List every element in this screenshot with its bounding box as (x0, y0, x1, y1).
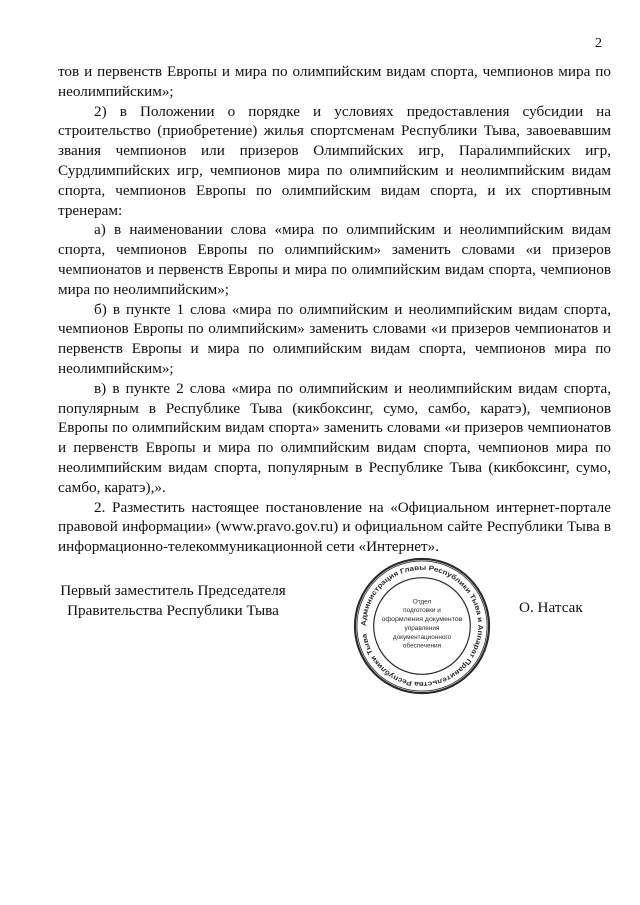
stamp-center-line-5: документационного (392, 633, 452, 641)
stamp-center-line-4: управления (404, 624, 440, 632)
stamp-center-line-6: обеспечения (402, 642, 442, 650)
paragraph-subitem-a: а) в наименовании слова «мира по олимпийским и неолимпийским видам спорта, чемпионов Европы по олимпийским» заменить словами «и призеров чемпионатов и первенств Европы и мира по олимпийским видам спорта, чемпионов мира по неолимпийским»; (58, 221, 611, 298)
signatory-title-line-1: Первый заместитель Председателя (60, 582, 286, 599)
signatory-title-line-2: Правительства Республики Тыва (67, 602, 279, 619)
paragraph-subitem-v: в) в пункте 2 слова «мира по олимпийским и неолимпийским видам спорта, популярным в Республике Тыва (кикбоксинг, сумо, самбо, каратэ), чемпионов Европы по олимпийским видам спорта» заменить словами «и призеров чемпионатов и первенств Европы и мира по олимпийским видам спорта, чемпионов мира по неолимпийским видам спорта, популярным в Республике Тыва (кикбоксинг, сумо, самбо, каратэ),». (58, 379, 611, 496)
paragraph-item-publish: 2. Разместить настоящее постановление на «Официальном интернет-портале правовой информации» (www.pravo.gov.ru) и официальном сайте Республики Тыва в информационно-телекоммуникационной сети «Интернет». (58, 498, 611, 556)
stamp-ring-text-path: Администрация Главы Республики Тыва и Аппарат Правительства Республики Тыва (360, 564, 484, 688)
document-body (58, 62, 611, 557)
stamp-center-line-3: оформления документов (381, 616, 464, 624)
page-number: 2 (595, 36, 602, 51)
signatory-title (58, 581, 288, 621)
stamp-center-line-1: Отдел (412, 598, 432, 606)
stamp-center-line-2: подготовки и (403, 607, 441, 615)
paragraph-continuation: тов и первенств Европы и мира по олимпийским видам спорта, чемпионов мира по неолимпийским»; (58, 63, 611, 100)
paragraph-item-2: 2) в Положении о порядке и условиях предоставления субсидии на строительство (приобретение) жилья спортсменам Республики Тыва, завоевавшим звания чемпионов или призеров Олимпийских игр, Паралимпийских игр, Сурдлимпийских игр, чемпионов мира по олимпийским и неолимпийским видам спорта, чемпионов Европы по олимпийским видам спорта, и их спортивным тренерам: (58, 102, 611, 219)
official-stamp (353, 557, 491, 695)
signatory-name: О. Натсак (519, 599, 583, 616)
paragraph-subitem-b: б) в пункте 1 слова «мира по олимпийским и неолимпийским видам спорта, чемпионов Европы по олимпийским» заменить словами «и призеров чемпионатов и первенств Европы и мира по олимпийским видам спорта, чемпионов мира по неолимпийским»; (58, 300, 611, 377)
